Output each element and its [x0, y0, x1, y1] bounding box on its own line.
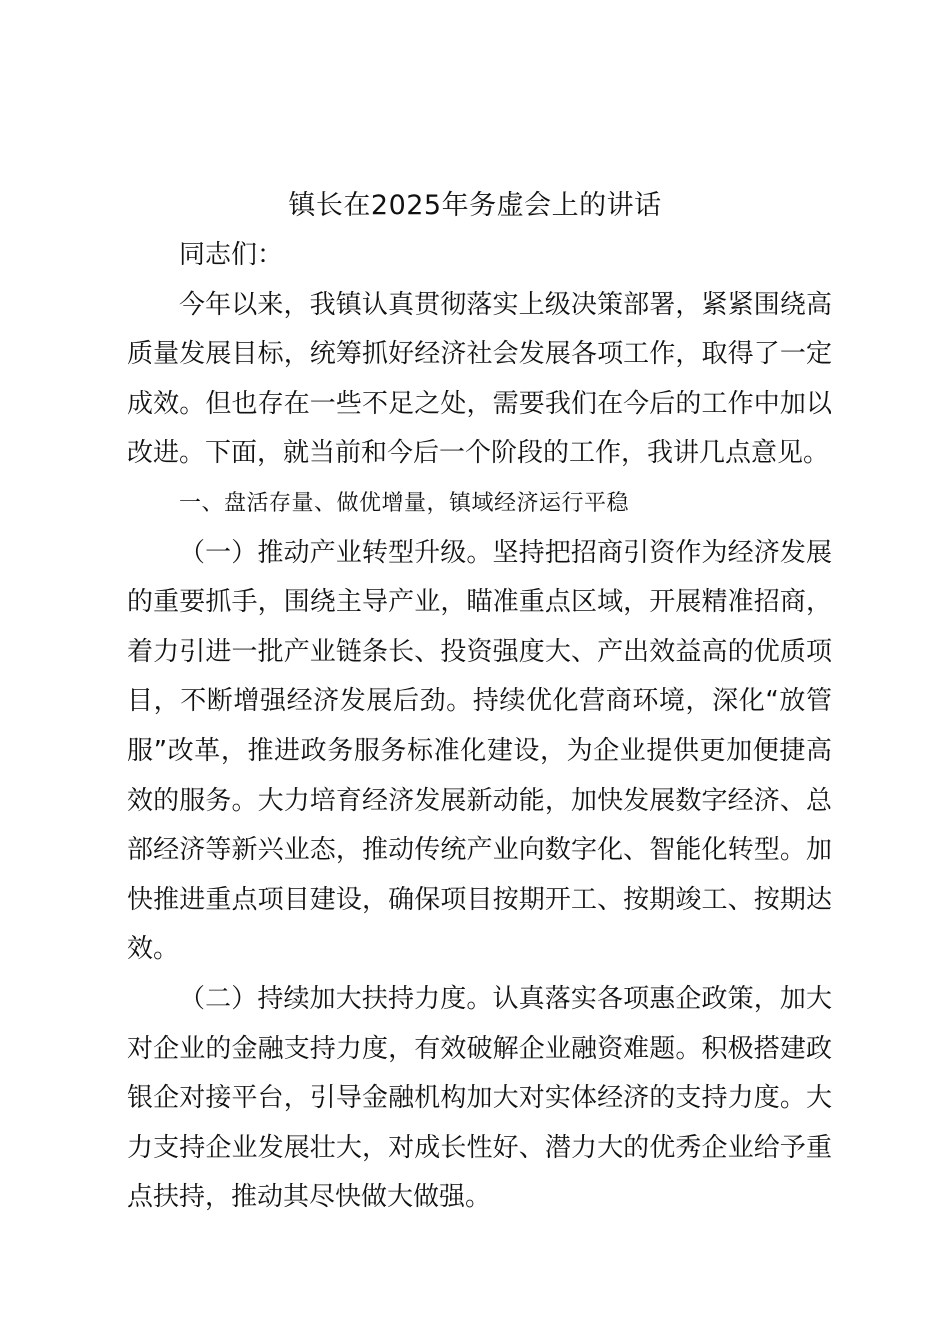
salutation: 同志们：	[179, 240, 284, 270]
section-heading-1: 一、盘活存量、做优增量，镇域经济运行平稳	[179, 490, 630, 516]
paragraph-subsection-1: （一）推动产业转型升级。坚持把招商引资作为经济发展的重要抓手，围绕主导产业，瞄准重点区域，开展精准招商，着力引进一批产业链条长、投资强度大、产出效益高的优质项目，不断增强经济发展后劲。持续优化营商环境，深化“放管服”改革，推进政务服务标准化建设，为企业提供更加便捷高效的服务。大力培育经济发展新动能，加快发展数字经济、总部经济等新兴业态，推动传统产业向数字化、智能化转型。加快推进重点项目建设，确保项目按期开工、按期竣工、按期达效。	[127, 537, 832, 965]
paragraph-subsection-2: （二）持续加大扶持力度。认真落实各项惠企政策，加大对企业的金融支持力度，有效破解企业融资难题。积极搭建政银企对接平台，引导金融机构加大对实体经济的支持力度。大力支持企业发展壮大，对成长性好、潜力大的优秀企业给予重点扶持，推动其尽快做大做强。	[127, 983, 832, 1213]
document-title: 镇长在2025年务虚会上的讲话	[288, 190, 662, 221]
document-body	[127, 231, 832, 1223]
paragraph-intro: 今年以来，我镇认真贯彻落实上级决策部署，紧紧围绕高质量发展目标，统筹抓好经济社会发展各项工作，取得了一定成效。但也存在一些不足之处，需要我们在今后的工作中加以改进。下面，就当前和今后一个阶段的工作，我讲几点意见。	[127, 289, 832, 469]
